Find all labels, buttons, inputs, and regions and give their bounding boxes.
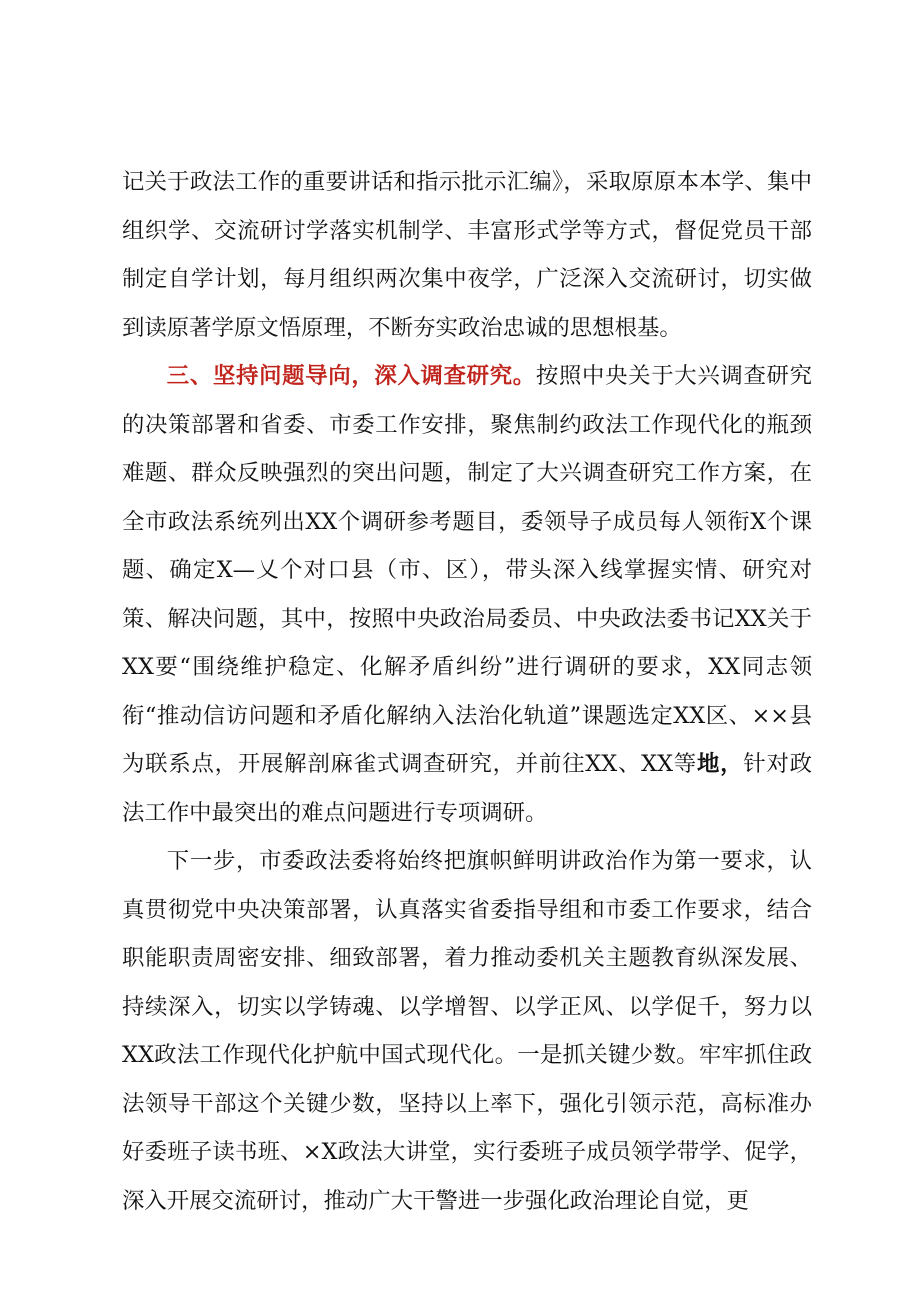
paragraph-2-text-a: 按照中央关于大兴调查研究的决策部署和省委、市委工作安排，聚焦制约政法工作现代化的瓶颈难题、群众反映强烈的突出问题，制定了大兴调查研究工作方案，在全市政法系统列出XX个调研参考题目，委领导子成员每人领衔X个课题、确定X—乂个对口县（市、区），带头深入线掌握实情、研究对策、解决问题，其中，按照中央政治局委员、中央政法委书记XX关于XX要“围绕维护稳定、化解矛盾纠纷”进行调研的要求，XX同志领衔“推动信访问题和矛盾化解纳入法治化轨道”课题选定XX区、××县为联系点，开展解剖麻雀式调查研究，并前往XX、XX等 [122,363,813,777]
paragraph-2-bold-text: 地， [696,751,744,777]
paragraph-2-text-b: 针对政法工作中最突出的难点问题进行专项调研。 [122,751,813,826]
paragraph-3: 下一步，市委政法委将始终把旗帜鲜明讲政治作为第一要求，认真贯彻党中央决策部署，认真落实省委指导组和市委工作要求，结合职能职责周密安排、细致部署，着力推动委机关主题教育纵深发展、持续深入，切实以学铸魂、以学增智、以学正风、以学促千，努力以XX政法工作现代化护航中国式现代化。一是抓关键少数。牢牢抓住政法领导干部这个关键少数，坚持以上率下，强化引领示范，高标准办好委班子读书班、×X政法大讲堂，实行委班子成员领学带学、促学，深入开展交流研讨，推动广大干警进一步强化政治理论自觉，更 [122,848,812,1214]
document-body [122,158,812,1225]
section-heading: 三、坚持问题导向，深入调查研究。 [166,363,536,389]
paragraph-1: 记关于政法工作的重要讲话和指示批示汇编》，采取原原本本学、集中组织学、交流研讨学落实机制学、丰富形式学等方式，督促党员干部制定自学计划，每月组织两次集中夜学，广泛深入交流研讨，切实做到读原著学原文悟原理，不断夯实政治忠诚的思想根基。 [122,169,812,341]
paragraph-2 [122,352,812,837]
